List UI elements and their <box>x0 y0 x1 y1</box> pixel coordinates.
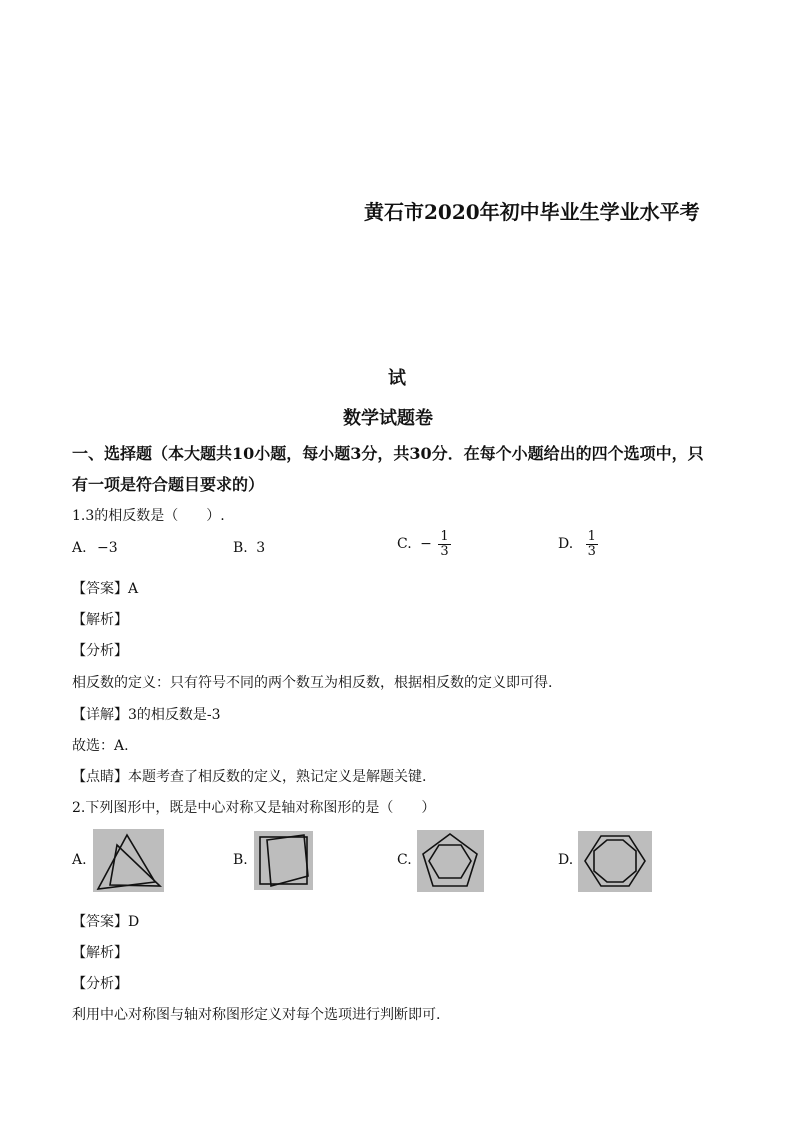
q1-option-b-label: B. <box>233 540 248 556</box>
q1-answer: 【答案】A <box>72 581 139 597</box>
rotated-squares-figure <box>254 831 313 890</box>
q1-remark: 【点睛】本题考查了相反数的定义，熟记定义是解题关键. <box>72 769 427 785</box>
q1-fenxi-heading: 【分析】 <box>72 643 128 659</box>
q2-option-a-label: A. <box>72 852 87 868</box>
hexagon-octagon-figure <box>578 831 652 892</box>
q2-option-c-figure <box>417 830 484 892</box>
q2-option-d-figure <box>578 831 652 892</box>
q1-stem: 1.3的相反数是（ ）. <box>72 508 225 524</box>
q1-fenxi-text: 相反数的定义：只有符号不同的两个数互为相反数，根据相反数的定义即可得. <box>72 675 553 691</box>
q1-option-a-value: −3 <box>97 540 118 556</box>
q1-option-c <box>397 530 451 558</box>
q1-option-b-value: 3 <box>256 540 266 556</box>
q2-option-b-figure <box>254 831 313 890</box>
q2-fenxi-heading: 【分析】 <box>72 976 128 992</box>
pentagon-hexagon-figure <box>417 830 484 892</box>
q1-option-c-numerator: 1 <box>440 529 449 544</box>
q1-option-a-label: A. <box>72 540 87 556</box>
triangles-figure <box>93 829 164 892</box>
document-title-continuation: 试 <box>388 368 406 389</box>
q1-option-d-label: D. <box>558 536 574 553</box>
q2-fenxi-text: 利用中心对称图与轴对称图形定义对每个选项进行判断即可. <box>72 1007 441 1023</box>
section-title-line-1: 一、选择题（本大题共10小题，每小题3分，共30分．在每个小题给出的四个选项中，只 <box>72 444 704 463</box>
document-subtitle: 数学试题卷 <box>343 408 433 429</box>
q2-option-d-label: D. <box>558 852 574 868</box>
q1-option-c-denominator: 3 <box>440 543 449 559</box>
q1-option-d <box>558 530 598 558</box>
q1-option-c-sign: − <box>420 536 432 553</box>
q2-analysis-heading: 【解析】 <box>72 945 128 961</box>
q1-detail: 【详解】3的相反数是-3 <box>72 707 221 723</box>
q1-option-c-fraction <box>438 530 450 558</box>
document-title: 黄石市2020年初中毕业生学业水平考 <box>364 200 700 224</box>
q1-choice: 故选：A. <box>72 738 129 754</box>
q2-answer: 【答案】D <box>72 914 140 930</box>
q2-option-c-label: C. <box>397 852 412 868</box>
q1-analysis-heading: 【解析】 <box>72 612 128 628</box>
q1-option-d-numerator: 1 <box>587 529 596 544</box>
q1-option-c-label: C. <box>397 536 412 553</box>
q1-option-d-denominator: 3 <box>587 543 596 559</box>
q1-option-d-fraction <box>586 530 598 558</box>
q1-option-b <box>233 540 265 556</box>
q2-option-a-figure <box>93 829 164 892</box>
q1-option-a <box>72 540 118 556</box>
section-title-line-2: 有一项是符合题目要求的） <box>72 475 265 494</box>
q2-option-b-label: B. <box>233 852 248 868</box>
q2-stem: 2.下列图形中，既是中心对称又是轴对称图形的是（ ） <box>72 800 436 816</box>
